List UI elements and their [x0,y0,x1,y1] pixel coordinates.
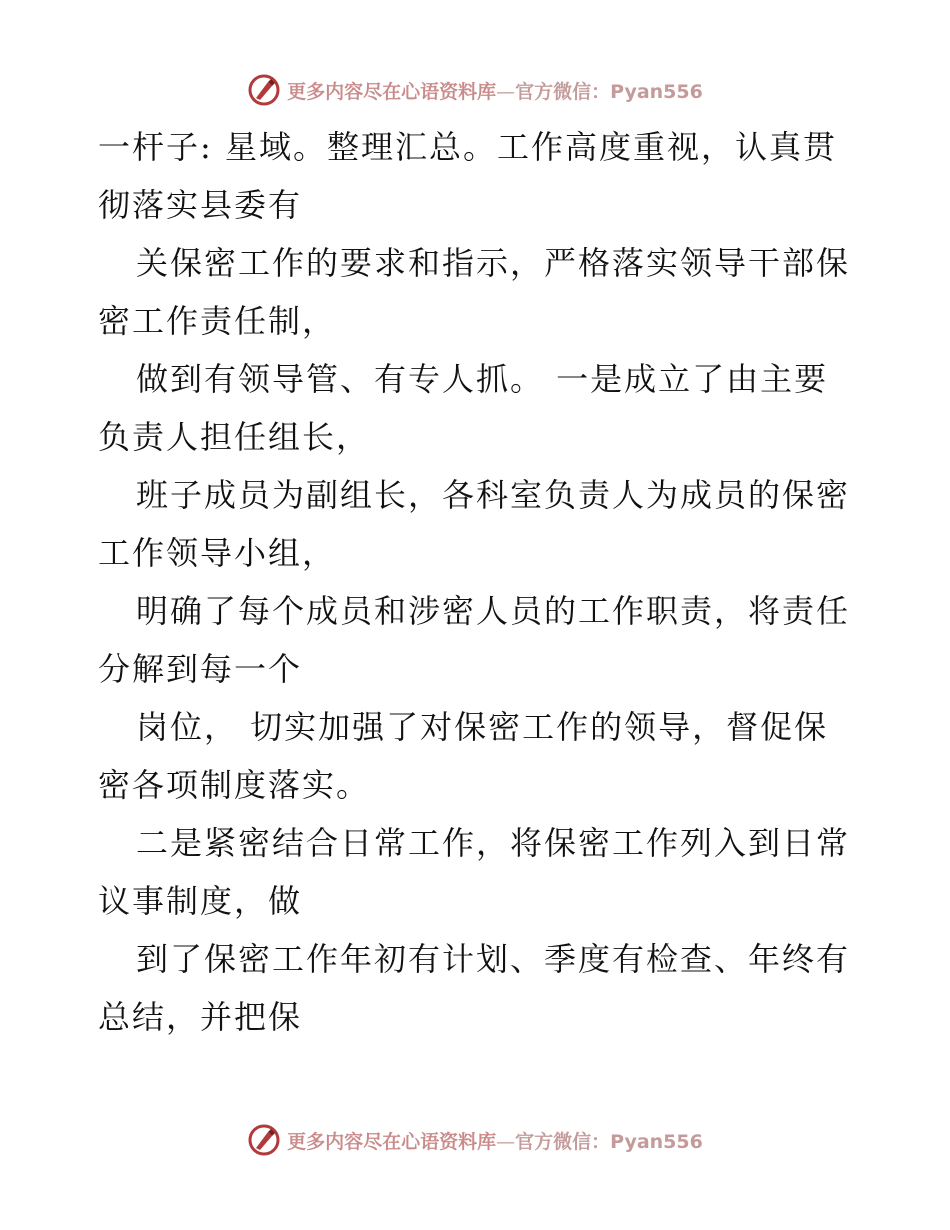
line: 分解到每一个 [98,650,303,688]
line: 密工作责任制， [98,302,337,340]
paragraph [98,582,858,698]
footer-text [287,1127,703,1154]
paragraph [98,118,858,234]
footer-dash: — [496,1130,516,1153]
footer-banner [0,1120,950,1160]
header-text [287,77,703,104]
line: 一杆子: 星域。整理汇总。工作高度重视，认真贯 [98,128,837,166]
line: 明确了每个成员和涉密人员的工作职责，将责任 [136,592,851,630]
footer-tail: 官方微信：Pyan556 [515,1130,703,1153]
logo-icon [247,1123,281,1157]
line: 负责人担任组长， [98,418,371,456]
header-tail: 官方微信：Pyan556 [515,80,703,103]
line: 做到有领导管、有专人抓。 一是成立了由主要 [136,360,829,398]
footer-main: 更多内容尽在心语资料库 [287,1130,497,1153]
logo-icon [247,73,281,107]
paragraph [98,466,858,582]
header-dash: — [496,80,516,103]
paragraph [98,698,858,814]
line: 彻落实县委有 [98,186,303,224]
line: 班子成员为副组长，各科室负责人为成员的保密 [136,476,851,514]
line: 二是紧密结合日常工作，将保密工作列入到日常 [136,824,851,862]
paragraph [98,234,858,350]
line: 岗位， 切实加强了对保密工作的领导，督促保 [136,708,829,746]
header-banner [0,70,950,110]
line: 总结，并把保 [98,998,303,1036]
line: 关保密工作的要求和指示，严格落实领导干部保 [136,244,851,282]
line: 密各项制度落实。 [98,766,371,804]
line: 议事制度，做 [98,882,303,920]
paragraph [98,350,858,466]
line: 工作领导小组， [98,534,337,572]
paragraph [98,814,858,930]
line: 到了保密工作年初有计划、季度有检查、年终有 [136,940,851,978]
paragraph [98,930,858,1046]
document-body [98,118,858,1046]
header-main: 更多内容尽在心语资料库 [287,80,497,103]
